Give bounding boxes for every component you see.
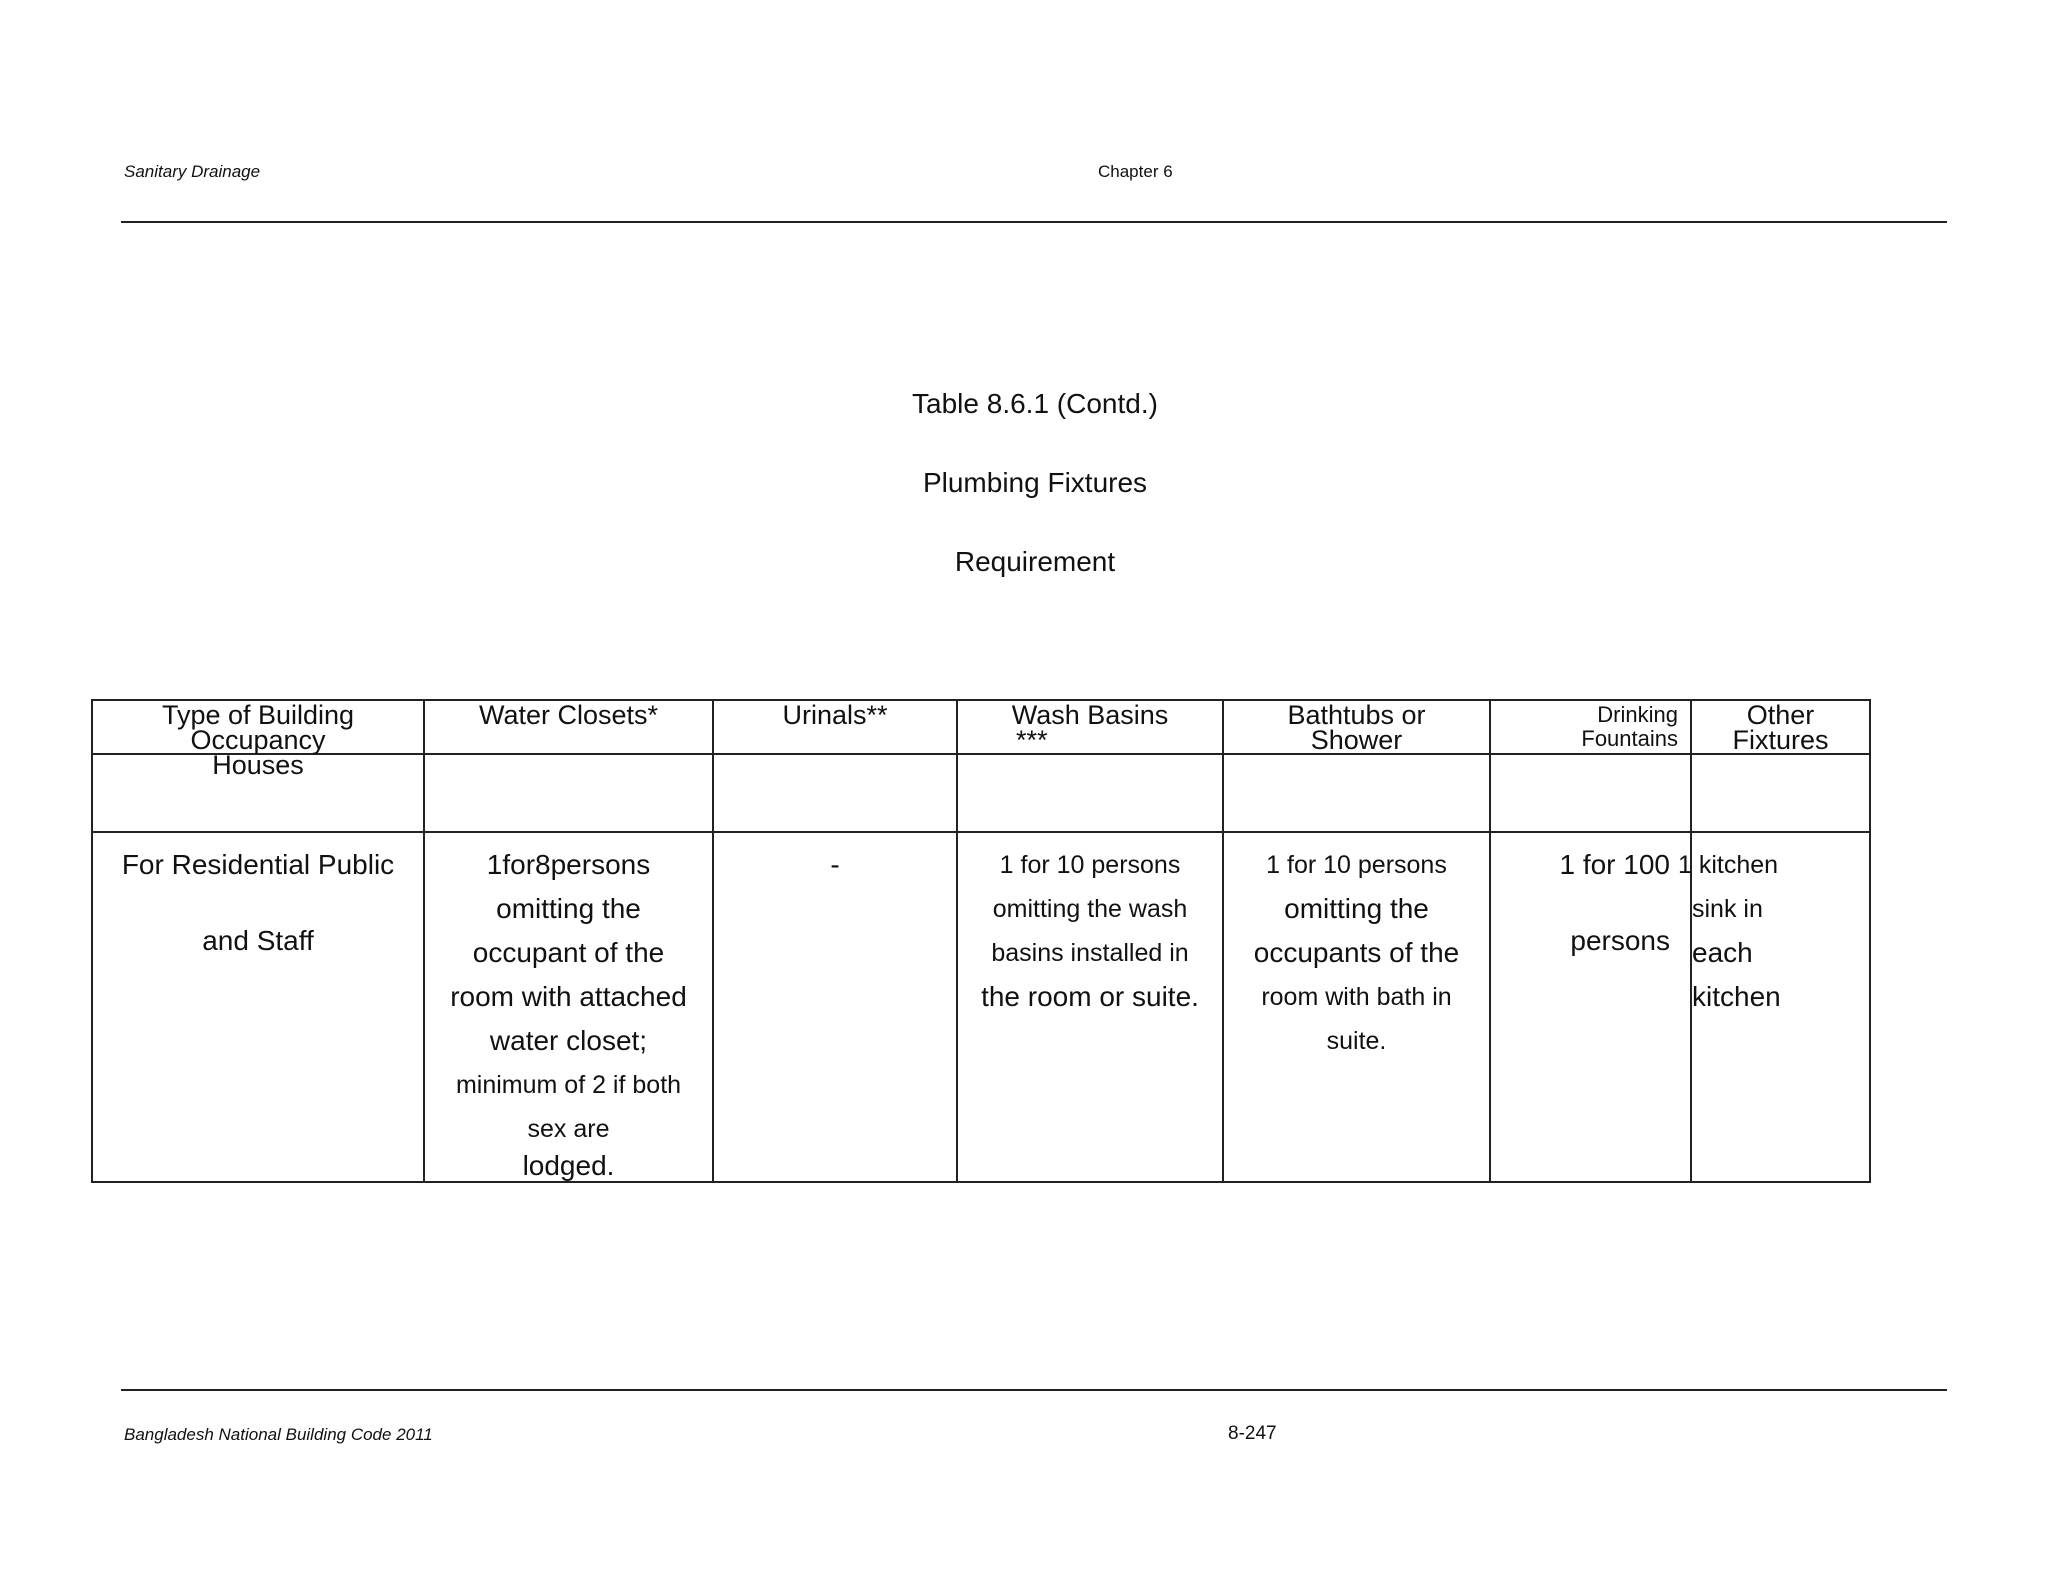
header-other-line: Other: [1746, 700, 1815, 730]
section-label: Houses: [212, 750, 304, 780]
cell-bathtubs: [1223, 832, 1490, 1182]
header-other-line: Fixtures: [1732, 725, 1829, 755]
cell-line: -: [830, 849, 840, 880]
cell-line: basins installed in: [991, 939, 1189, 967]
table-cell: [713, 754, 957, 832]
header-other-fixtures: [1691, 700, 1870, 754]
cell-line: kitchen: [1692, 981, 1781, 1012]
cell-line: each: [1692, 937, 1753, 968]
page-number: 8-247: [1228, 1423, 1277, 1444]
cell-urinals: [713, 832, 957, 1182]
header-water-closets: [424, 700, 713, 754]
table-header-row: [92, 700, 1870, 754]
cell-line: 1 for 10 persons: [1266, 851, 1447, 879]
cell-line: room with bath in: [1261, 983, 1452, 1011]
header-occupancy: [92, 700, 424, 754]
cell-spacer: [1491, 887, 1690, 919]
cell-line: omitting the: [496, 893, 641, 924]
header-drinking-line: Fountains: [1581, 726, 1678, 751]
cell-line: sink in: [1692, 895, 1763, 923]
cell-occupancy: [92, 832, 424, 1182]
header-urinals-label: Urinals**: [782, 700, 888, 730]
cell-line: water closet;: [489, 1025, 648, 1056]
section-row: [92, 754, 1870, 832]
cell-line: room with attached: [450, 981, 687, 1012]
plumbing-fixtures-table: [91, 699, 1871, 1183]
cell-line: 1 for 100: [1559, 849, 1670, 880]
table-cell: [1490, 754, 1691, 832]
table-cell: [1223, 754, 1490, 832]
cell-spacer: [93, 887, 423, 919]
header-drinking-line: Drinking: [1597, 702, 1678, 727]
cell-drinking-fountains: [1490, 832, 1691, 1182]
header-drinking-fountains: [1490, 700, 1691, 754]
cell-line: For Residential Public: [121, 849, 395, 880]
header-water-closets-label: Water Closets*: [478, 700, 659, 730]
cell-line: 1 for 10 persons: [999, 851, 1181, 879]
cell-line: 1for8persons: [486, 849, 651, 880]
header-rule: [121, 221, 1947, 223]
table-subtitle: Requirement: [954, 546, 1116, 577]
table-cell: [424, 754, 713, 832]
table-cell: [1691, 754, 1870, 832]
table-row: [92, 832, 1870, 1182]
section-label-cell: [92, 750, 424, 832]
cell-line: suite.: [1326, 1027, 1387, 1055]
footer-rule: [121, 1389, 1947, 1391]
header-wash-basins: [957, 700, 1223, 754]
footer-code-title: Bangladesh National Building Code 2011: [124, 1425, 433, 1444]
cell-line: sex are: [527, 1115, 610, 1143]
cell-line: occupant of the: [472, 937, 665, 968]
cell-line: omitting the: [1284, 893, 1429, 924]
header-bathtubs-line: Bathtubs or: [1287, 700, 1426, 730]
table-cell: [957, 754, 1223, 832]
header-wash-basins-line: ***: [1016, 725, 1048, 755]
header-occupancy-line: Type of Building: [161, 700, 355, 730]
cell-line: occupants of the: [1253, 937, 1460, 968]
cell-line: persons: [1570, 925, 1670, 956]
cell-water-closets: [424, 832, 713, 1182]
cell-line: the room or suite.: [981, 981, 1199, 1012]
cell-wash-basins: [957, 832, 1223, 1182]
header-occupancy-line: Occupancy: [190, 725, 326, 755]
cell-line: 1 kitchen: [1678, 851, 1779, 879]
cell-line: lodged.: [522, 1150, 615, 1181]
header-bathtubs: [1223, 700, 1490, 754]
cell-line: omitting the wash: [992, 895, 1188, 923]
running-head-title: Sanitary Drainage: [124, 162, 261, 181]
header-bathtubs-line: Shower: [1310, 725, 1403, 755]
header-urinals: [713, 700, 957, 754]
table-number: Table 8.6.1 (Contd.): [912, 388, 1158, 419]
header-wash-basins-line: Wash Basins: [1011, 700, 1169, 730]
table-title: Plumbing Fixtures: [922, 467, 1148, 498]
cell-other-fixtures: [1678, 832, 1870, 1182]
running-head-chapter: Chapter 6: [1098, 162, 1173, 181]
cell-line: minimum of 2 if both: [455, 1071, 682, 1099]
cell-line: and Staff: [202, 925, 314, 956]
